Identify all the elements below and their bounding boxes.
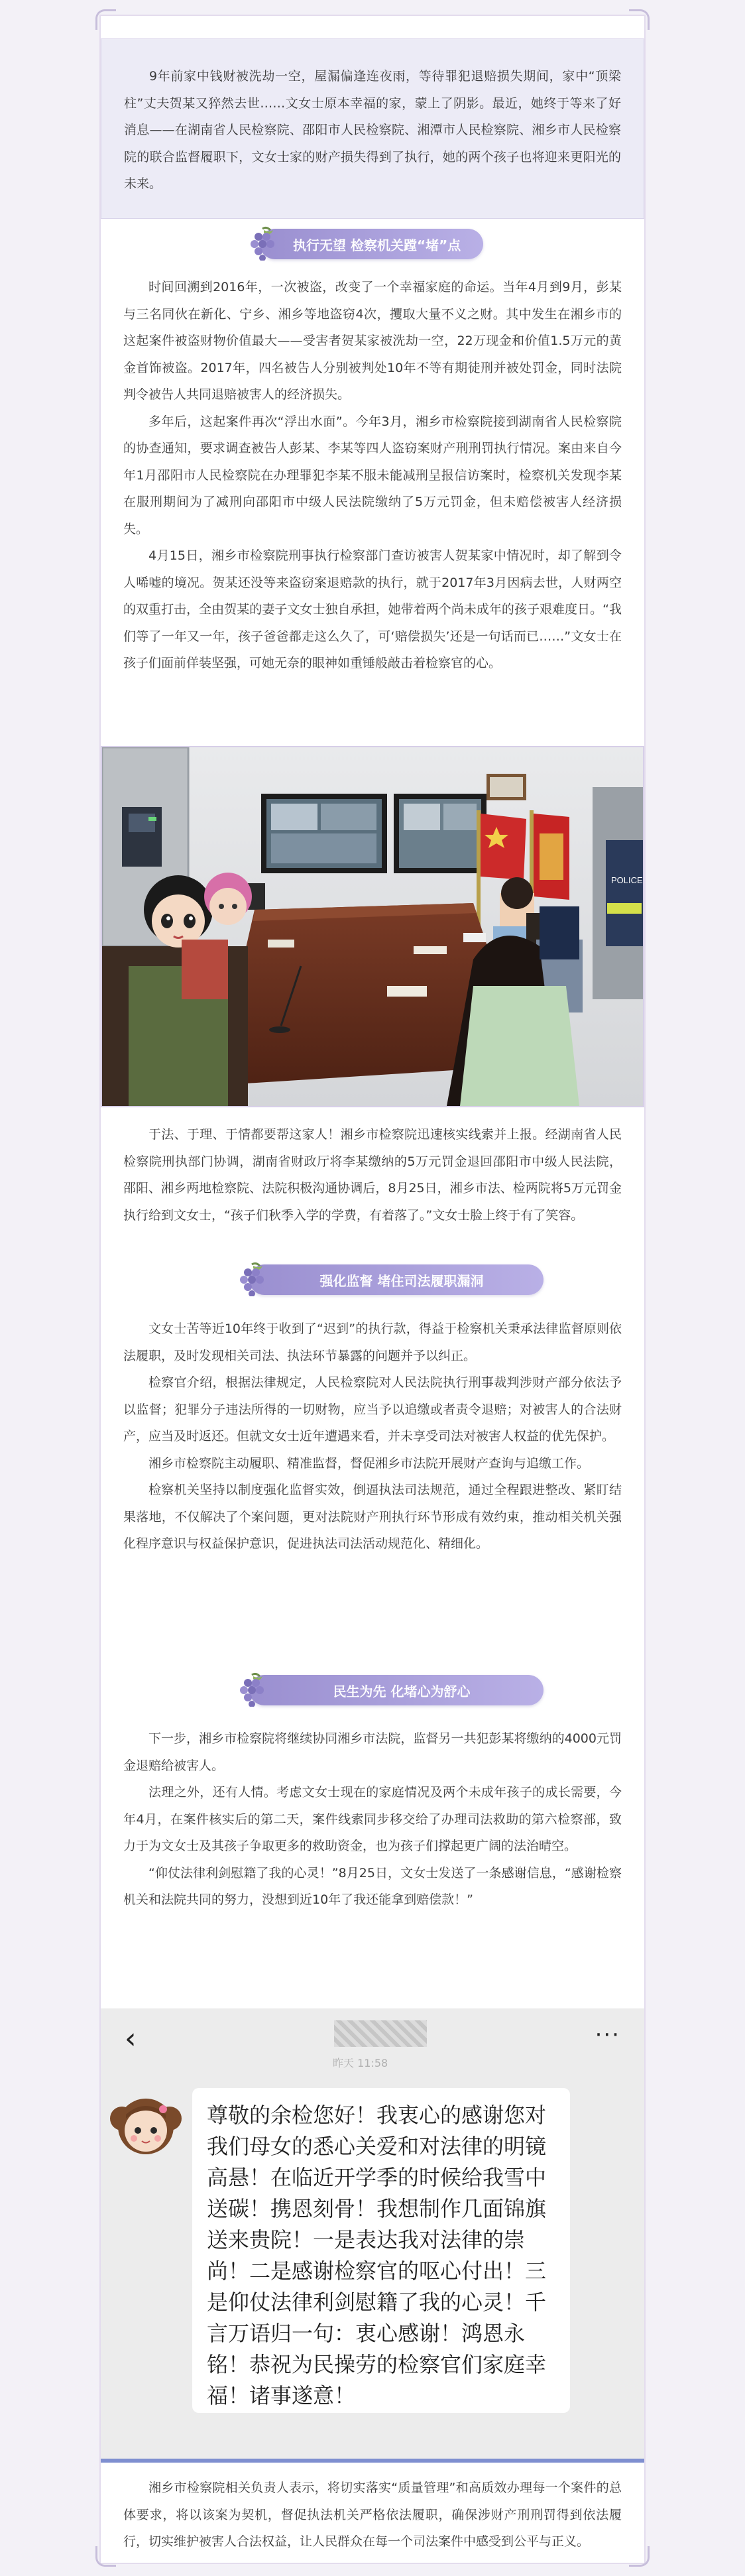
- paragraph: 湘乡市检察院主动履职、精准监督，督促湘乡市法院开展财产查询与追缴工作。: [148, 1455, 590, 1471]
- frame-corner-ornament: [629, 9, 650, 30]
- more-options-icon: ···: [595, 2022, 620, 2048]
- back-arrow-icon: ‹: [125, 2022, 137, 2055]
- intro-paragraph: 9年前家中钱财被洗劫一空，屋漏偏逢连夜雨，等待罪犯退赔损失期间，家中“顶梁柱”丈夫贺某又猝然去世……文女士原本幸福的家，蒙上了阴影。最近，她终于等来了好消息——在湖南省人民检察院、邵阳市人民检察院、湘潭市人民检察院、湘乡市人民检察院的联合监督履职下，文女士家的财产损失得到了执行，她的两个孩子也将迎来更阳光的未来。: [124, 69, 621, 191]
- paragraph: 检察机关坚持以制度强化监督实效，倒逼执法司法规范，通过全程跟进整改、紧盯结果落地，不仅解决了个案问题，更对法院财产刑执行环节形成有效约束，推动相关机关强化程序意识与权益保护意识，促进执法司法活动规范化、精细化。: [123, 1483, 622, 1551]
- paragraph: 法理之外，还有人情。考虑文女士现在的家庭情况及两个未成年孩子的成长需要，今年4月，在案件核实后的第二天，案件线索同步移交给了办理司法救助的第六检察部，致力于为文女士及其孩子争取更多的救助资金，也为孩子们撑起更广阔的法治晴空。: [123, 1785, 622, 1853]
- police-label: POLICE: [611, 875, 643, 885]
- paragraph: 于法、于理、于情都要帮这家人！湘乡市检察院迅速核实线索并上报。经湖南省人民检察院刑执部门协调，湖南省财政厅将李某缴纳的5万元罚金退回邵阳市中级人民法院，邵阳、湘乡两地检察院、法院积极沟通协调后，8月25日，湘乡市法、检两院将5万元罚金执行给到文女士，“孩子们秋季入学的学费，有着落了。”文女士脸上终于有了笑容。: [123, 1127, 622, 1223]
- paragraph: 检察官介绍，根据法律规定，人民检察院对人民法院执行刑事裁判涉财产部分依法予以监督；犯罪分子违法所得的一切财物，应当予以追缴或者责令退赔；对被害人的合法财产，应当及时返还。但就文女士近年遭遇来看，并未享受司法对被害人权益的优先保护。: [123, 1375, 622, 1443]
- grape-icon: [247, 226, 278, 261]
- intro-box: [101, 38, 644, 219]
- paragraph: 下一步，湘乡市检察院将继续协同湘乡市法院，监督另一共犯彭某将缴纳的4000元罚金退赔给被害人。: [123, 1731, 622, 1773]
- message-time: 昨天 11:58: [333, 2057, 388, 2069]
- closing-body: [101, 2475, 644, 2555]
- after-photo-body: [101, 1121, 644, 1229]
- chat-message-bubble: 尊敬的余检您好！我衷心的感谢您对我们母女的悉心关爱和对法律的明镜高悬！在临近开学季的时候给我雪中送碳！携恩刻骨！我想制作几面锦旗送来贵院！一是表达我对法律的崇尚！二是感谢检察官的呕心付出！三是仰仗法律利剑慰籍了我的心灵！千言万语归一句：衷心感谢！鸿恩永铭！恭祝为民操劳的检察官们家庭幸福！诸事遂意！: [192, 2088, 570, 2413]
- frame-corner-ornament: [95, 9, 116, 30]
- chat-screenshot: [101, 2008, 644, 2463]
- section-heading-3: [236, 1671, 544, 1709]
- section-heading-2: [236, 1260, 544, 1299]
- cartoon-avatar: [107, 2089, 184, 2161]
- meeting-room-illustration: [102, 747, 643, 1106]
- paragraph: 4月15日，湘乡市检察院刑事执行检察部门查访被害人贺某家中情况时，却了解到令人唏嘘的境况。贺某还没等来盗窃案退赔款的执行，就于2017年3月因病去世，人财两空的双重打击，全由贺某的妻子文女士独自承担，她带着两个尚未成年的孩子艰难度日。“我们等了一年又一年，孩子爸爸都走这么久了，可‘赔偿损失’还是一句话而已……”文女士在孩子们面前佯装坚强，可她无奈的眼神如重锤般敲击着检察官的心。: [123, 548, 622, 670]
- meeting-photo: [101, 746, 644, 1107]
- grape-icon: [236, 1262, 268, 1296]
- paragraph: “仰仗法律利剑慰籍了我的心灵！”8月25日，文女士发送了一条感谢信息，“感谢检察机关和法院共同的努力，没想到近10年了我还能拿到赔偿款！”: [123, 1865, 622, 1907]
- paragraph: 湘乡市检察院相关负责人表示，将切实落实“质量管理”和高质效办理每一个案件的总体要求，将以该案为契机，督促执法机关严格依法履职，确保涉财产刑刑罚得到依法履行，切实维护被害人合法权益，让人民群众在每一个司法案件中感受到公平与正义。: [123, 2481, 622, 2549]
- section-heading-label: 强化监督 堵住司法履职漏洞: [249, 1264, 544, 1295]
- blurred-contact-name: [334, 2020, 427, 2047]
- section-2-body: [101, 1316, 644, 1558]
- grape-icon: [236, 1672, 268, 1707]
- section-heading-label: 执行无望 检察机关蹚“堵”点: [260, 229, 483, 259]
- paragraph: 多年后，这起案件再次“浮出水面”。今年3月，湘乡市检察院接到湖南省人民检察院的协查通知，要求调查被告人彭某、李某等四人盗窃案财产刑刑罚执行情况。案由来自今年1月邵阳市人民检察院在办理罪犯李某不服未能减刑呈报信访案时，检察机关发现李某在服刑期间为了减刑向邵阳市中级人民法院缴纳了5万元罚金，但未赔偿被害人经济损失。: [123, 414, 622, 536]
- section-heading-1: [247, 225, 483, 263]
- section-heading-label: 民生为先 化堵心为舒心: [249, 1675, 544, 1705]
- section-1-body: [101, 274, 644, 677]
- section-3-body: [101, 1725, 644, 1914]
- paragraph: 时间回溯到2016年，一次被盗，改变了一个幸福家庭的命运。当年4月到9月，彭某与三名同伙在新化、宁乡、湘乡等地盗窃4次，攫取大量不义之财。其中发生在湘乡市的这起案件被盗财物价值最大——受害者贺某家被洗劫一空，22万现金和价值1.5万元的黄金首饰被盗。2017年，四名被告人分别被判处10年不等有期徒刑并被处罚金，同时法院判令被告人共同退赔被害人的经济损失。: [123, 280, 622, 402]
- paragraph: 文女士苦等近10年终于收到了“迟到”的执行款，得益于检察机关秉承法律监督原则依法履职，及时发现相关司法、执法环节暴露的问题并予以纠正。: [123, 1321, 622, 1363]
